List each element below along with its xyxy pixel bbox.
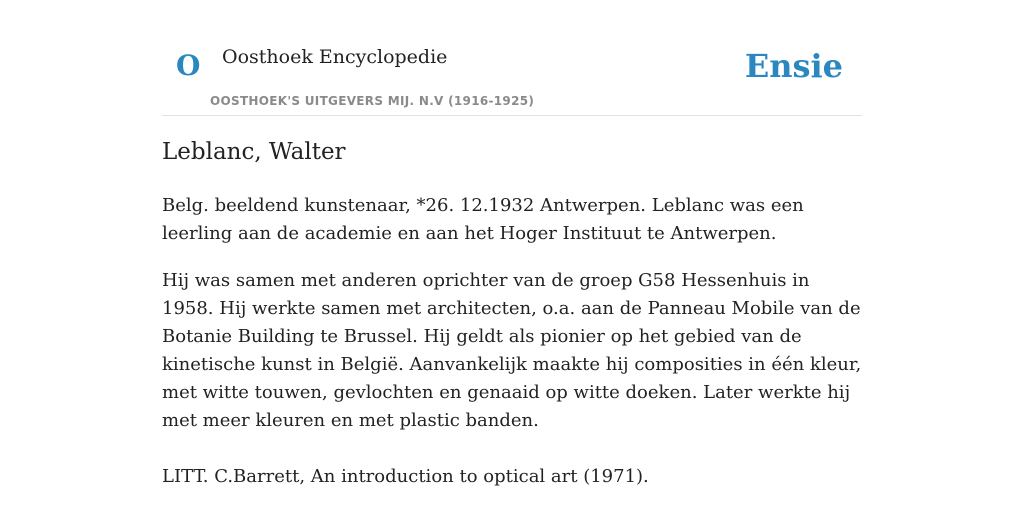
entry-title: Leblanc, Walter bbox=[162, 139, 346, 165]
site-logo[interactable]: O bbox=[176, 49, 201, 82]
site-header bbox=[162, 0, 862, 116]
entry-paragraph: Belg. beeldend kunstenaar, *26. 12.1932 Antwerpen. Leblanc was een leerling aan de academie en aan het Hoger Instituut te Antwerpen. bbox=[162, 195, 804, 244]
page bbox=[162, 0, 862, 487]
entry-literature: LITT. C.Barrett, An introduction to optical art (1971). bbox=[162, 466, 649, 487]
site-subtitle: OOSTHOEK'S UITGEVERS MIJ. N.V (1916-1925) bbox=[210, 94, 535, 108]
site-title[interactable]: Oosthoek Encyclopedie bbox=[222, 46, 448, 68]
ensie-brand-link[interactable]: Ensie bbox=[744, 47, 843, 85]
entry-paragraph: Hij was samen met anderen oprichter van de groep G58 Hessenhuis in 1958. Hij werkte samen met architecten, o.a. aan de Panneau Mobile van de Botanie Building te Brussel. Hij geldt als pionier op het gebied van de kinetische kunst in België. Aanvankelijk maakte hij composities in één kleur, met witte touwen, gevlochten en genaaid op witte doeken. Later werkte hij met meer kleuren en met plastic banden. bbox=[162, 270, 862, 431]
